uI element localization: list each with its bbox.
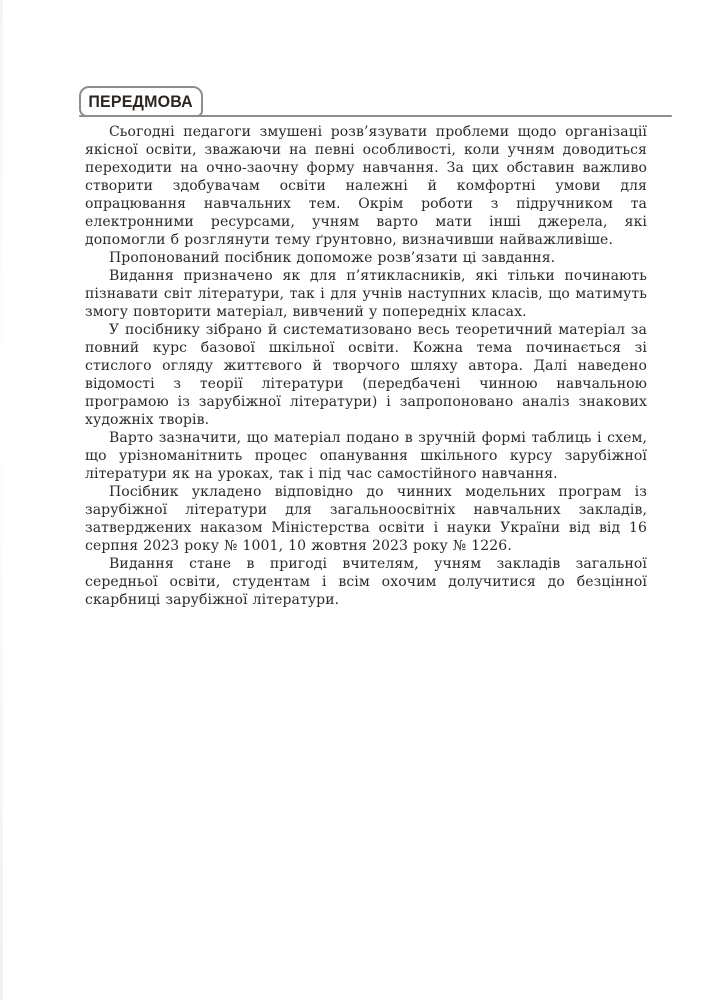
- preface-paragraph: Варто зазначити, що матеріал подано в зручній формі таблиць і схем, що урізноманітнить процес опанування шкільного курсу зарубіжної літератури як на уроках, так і під час самостійного навчання.: [85, 430, 647, 482]
- preface-paragraph: Сьогодні педагоги змушені розв’язувати проблеми щодо організації якісної освіти, зважаючи на певні особливості, коли учням доводиться переходити на очно-заочну форму навчання. За цих обставин важливо створити здобувачам освіти належні й комфортні умови для опрацювання навчальних тем. Окрім роботи з підручником та електронними ресурсами, учням варто мати інші джерела, які допомогли б розглянути тему ґрунтовно, визначивши найважливіше.: [85, 124, 647, 248]
- preface-text-block: [85, 123, 647, 609]
- section-title: ПЕРЕДМОВА: [88, 91, 194, 111]
- preface-paragraph: У посібнику зібрано й систематизовано весь теоретичний матеріал за повний курс базової шкільної освіти. Кожна тема починається зі стислого огляду життєвого й творчого шляху автора. Далі наведено відомості з теорії літератури (передбачені чинною навчальною програмою із зарубіжної літератури) і запропоновано аналіз знакових художніх творів.: [85, 322, 647, 428]
- preface-paragraph: Видання стане в пригоді вчителям, учням закладів загальної середньої освіти, студентам і всім охочим долучитися до безцінної скарбниці зарубіжної літератури.: [85, 556, 647, 608]
- preface-paragraph: Видання призначено як для п’ятикласників, які тільки починають пізнавати світ літератури, так і для учнів наступних класів, що матимуть змогу повторити матеріал, вивчений у попередніх класах.: [85, 268, 647, 320]
- scan-edge-artifact: [0, 0, 3, 1000]
- section-title-tab: [79, 86, 203, 117]
- preface-paragraph: Пропонований посібник допоможе розв’язати ці завдання.: [109, 250, 556, 266]
- preface-paragraph: Посібник укладено відповідно до чинних модельних програм із зарубіжної літератури для загальноосвітніх навчальних закладів, затверджених наказом Міністерства освіти і науки України від від 16 серпня 2023 року № 1001, 10 жовтня 2023 року № 1226.: [85, 484, 647, 554]
